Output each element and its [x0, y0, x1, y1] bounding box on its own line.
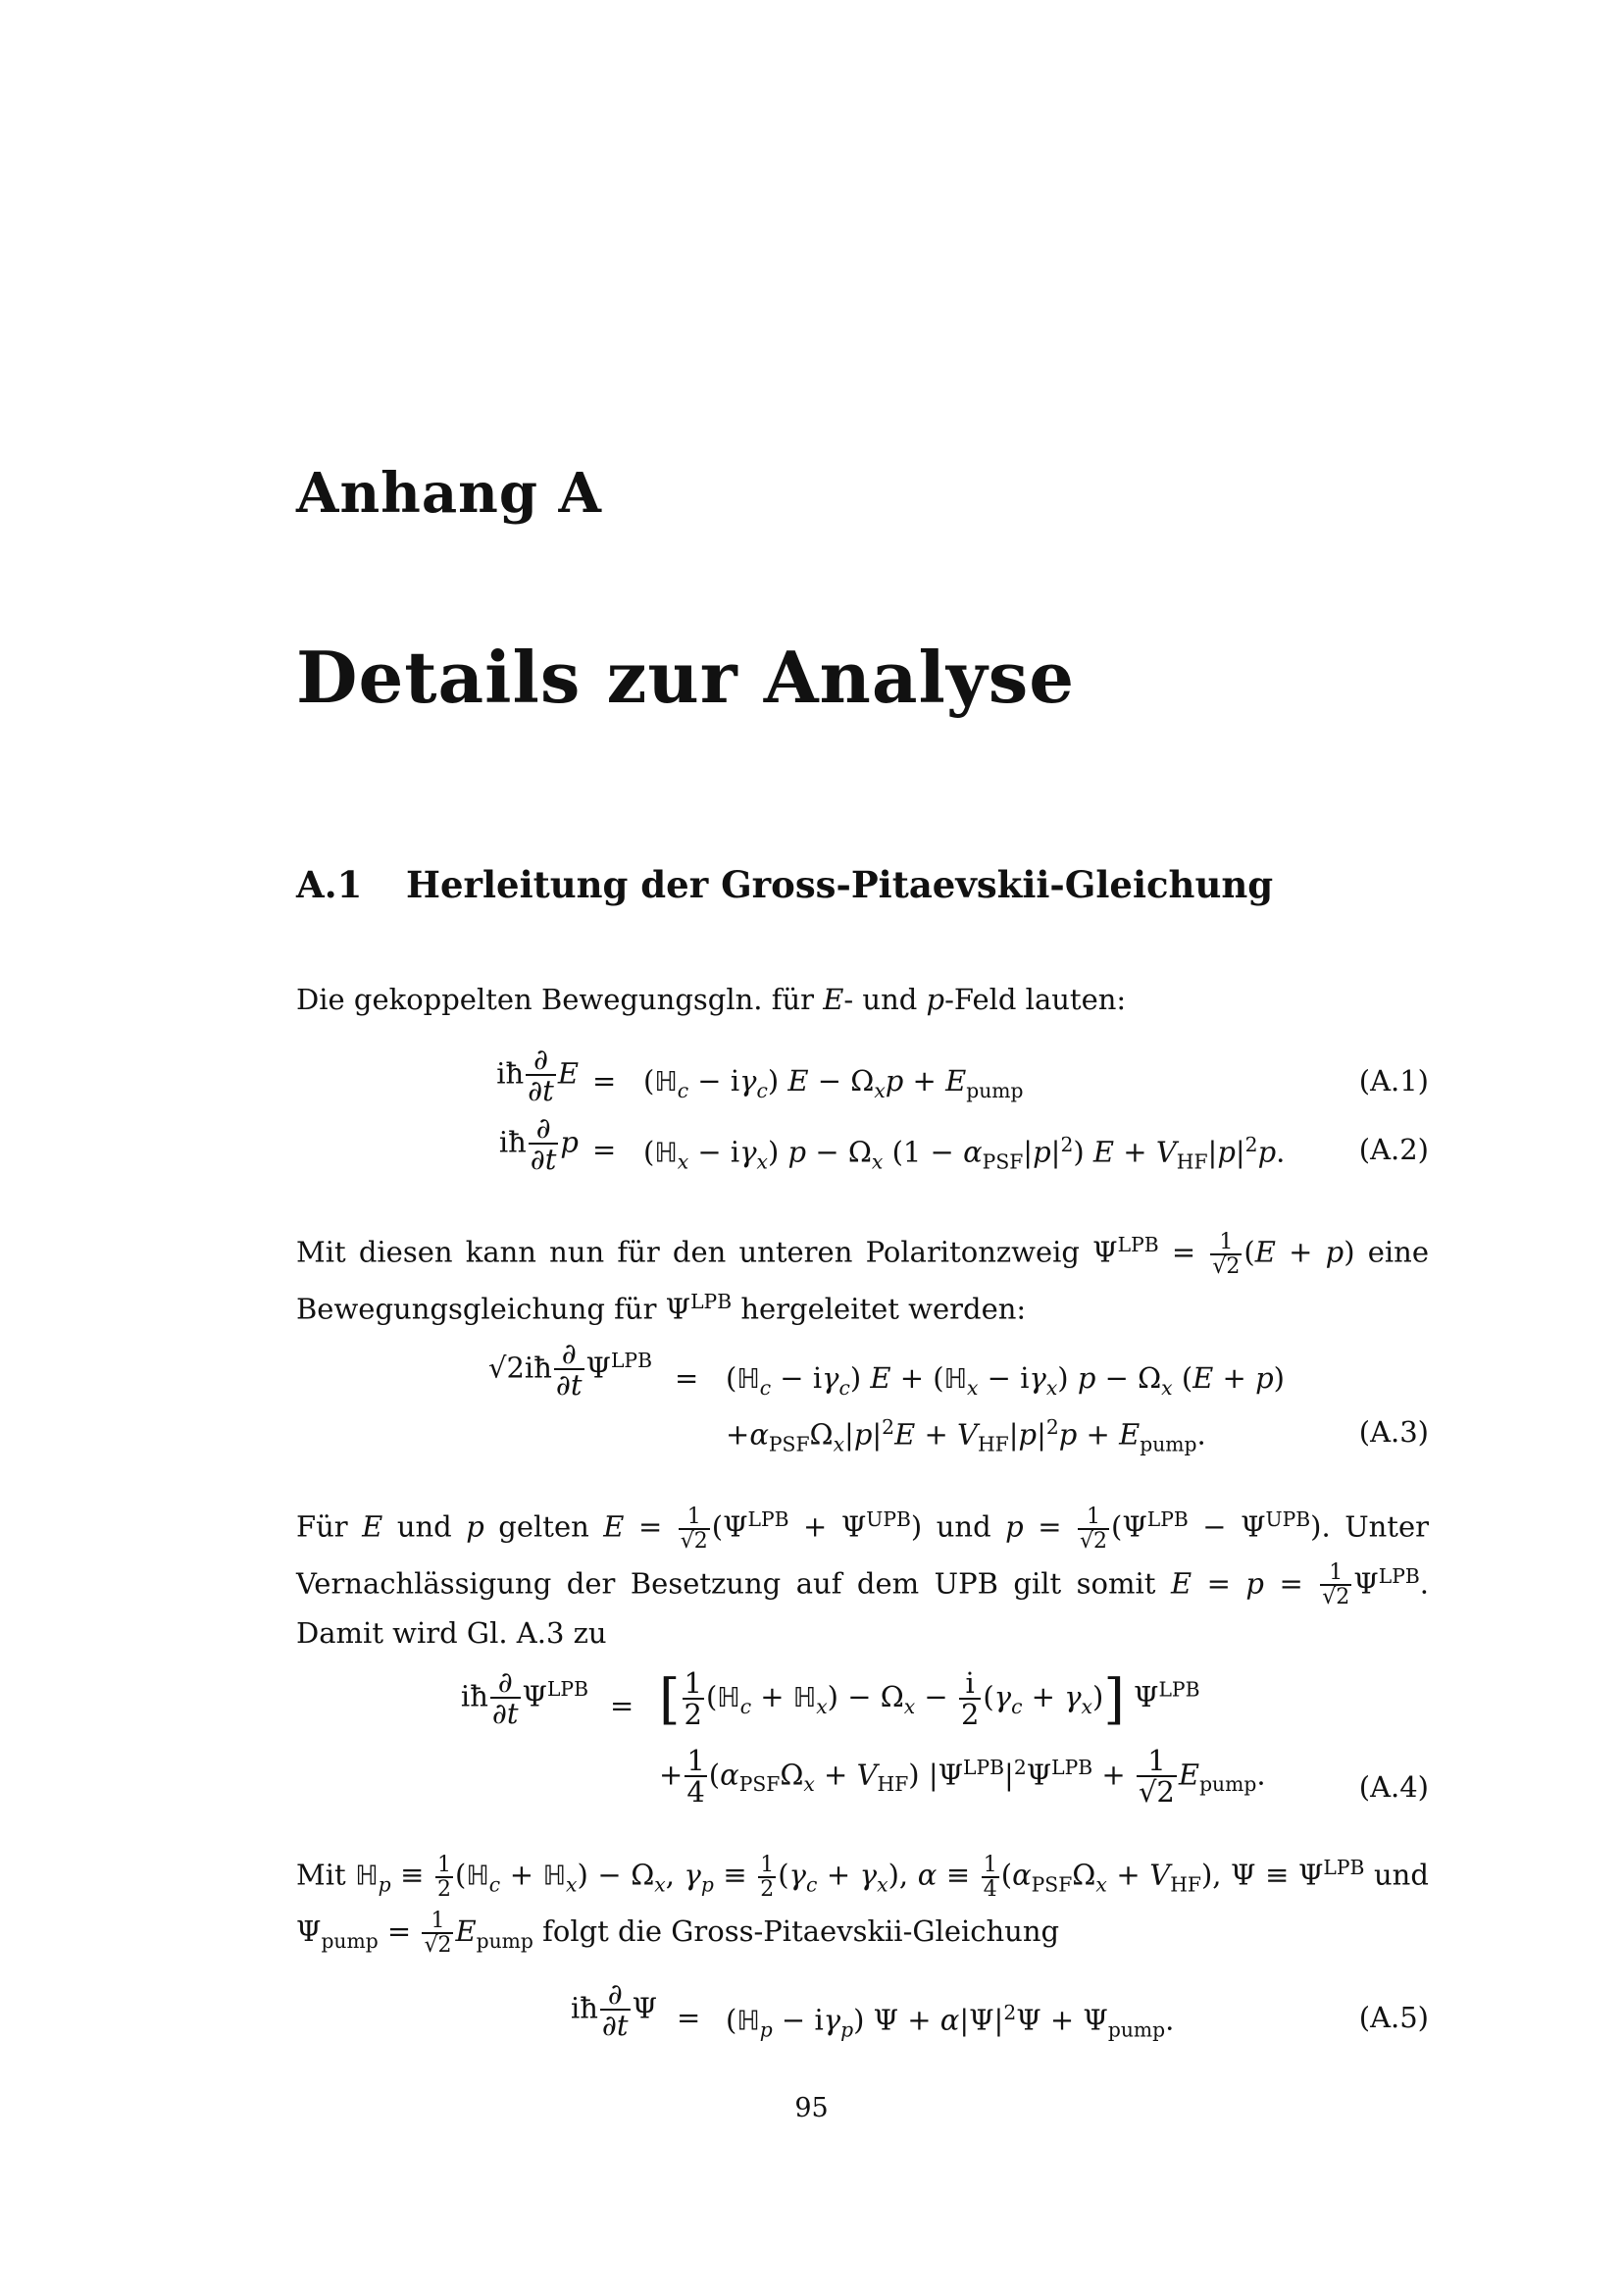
paragraph-1: Die gekoppelten Bewegungsgln. für E- und p-Feld lauten:	[296, 983, 1127, 1016]
chapter-title: Details zur Analyse	[296, 636, 1076, 719]
equation-a3-equals: =	[675, 1361, 699, 1395]
chapter-label: Anhang A	[296, 461, 602, 526]
equation-a5-equals: =	[677, 2001, 701, 2034]
equation-a5-lhs: iħ $\frac{\partial}{\partial t}$ Ψ	[570, 1977, 657, 2043]
equation-a4-lhs: iħ $\frac{\partial}{\partial t}$ $\Psi^{LPB}$	[460, 1665, 588, 1731]
equation-a4-rhs-line1: [ $\frac{1}{2}$ (ℍ$_c$ + ℍ$_x$) − $\Omega_x$ − $\frac{i}{2}$ $(\gamma_c + \gamma_x)$] $\Psi^{LPB}$	[659, 1665, 1200, 1731]
equation-a2-number: (A.2)	[1358, 1133, 1429, 1166]
equation-a2-lhs: iħ $\frac{\partial}{\partial t}$ p	[498, 1111, 579, 1177]
section-number: A.1	[296, 863, 363, 906]
equation-a5-number: (A.5)	[1358, 2001, 1429, 2034]
equation-a3-number: (A.3)	[1358, 1415, 1429, 1449]
equation-a2-equals: =	[592, 1133, 617, 1166]
section-heading	[296, 863, 1273, 906]
equation-a3-rhs-line1: (ℍ$_c$ − $i\gamma_c$) E + (ℍ$_x$ − $i\gamma_x$) $p - \Omega_x$ (E + p)	[726, 1361, 1285, 1400]
page-number: 95	[794, 2093, 829, 2123]
equation-a2-rhs: (ℍ$_x$ − $i\gamma_x$) $p - \Omega_x$ $(1 - \alpha_{PSF}|p|^2)$ $E + V_{HF}|p|^2p$.	[643, 1133, 1286, 1174]
equation-a4-rhs-line2: + $\frac{1}{4}$ $(\alpha_{PSF}\Omega_x + V_{HF}) |\Psi^{LPB}|^2\Psi^{LPB}$ + $\frac{1}{√2}$ $E_{pump}$.	[659, 1744, 1266, 1810]
paragraph-2: Mit diesen kann nun für den unteren Polaritonzweig $\Psi^{LPB}$ = $\frac{1}{√2}$ (E + p) eine Bewegungsgleichung für $\Psi^{LPB}$ hergeleitet werden:	[296, 1229, 1429, 1326]
paragraph-4: Mit ℍ$_p$ ≡ $\frac{1}{2}$ (ℍ$_c$ + ℍ$_x$) − $\Omega_x$, $\gamma_p$ ≡ $\frac{1}{2}$ $(\gamma_c + \gamma_x)$, α ≡ $\frac{1}{4}$ $(\alpha_{PSF}\Omega_x + V_{HF})$, $\Psi \equiv \Psi^{LPB}$ und $\Psi_{pump}$ = $\frac{1}{√2}$ $E_{pump}$ folgt die Gross-Pitaevskii-Gleichung	[296, 1852, 1429, 1959]
equation-a4-equals: =	[610, 1689, 634, 1722]
section-title: Herleitung der Gross-Pitaevskii-Gleichung	[406, 863, 1274, 906]
equation-a4-number: (A.4)	[1358, 1770, 1429, 1804]
equation-a3-lhs: √2iħ $\frac{\partial}{\partial t}$ $\Psi^{LPB}$	[487, 1337, 652, 1403]
equation-a1-equals: =	[592, 1064, 617, 1097]
equation-a3-rhs-line2: $+\alpha_{PSF}\Omega_x|p|^2E + V_{HF}|p|^2p + E_{pump}$.	[726, 1415, 1206, 1456]
equation-a5-rhs: (ℍ$_p$ − $i\gamma_p$) $\Psi + \alpha|\Psi|^2\Psi + \Psi_{pump}$.	[726, 2001, 1175, 2042]
equation-a1-rhs: (ℍ$_c$ − $i\gamma_c$) $E - \Omega_xp + E_{pump}$	[643, 1064, 1024, 1102]
equation-a1-lhs: iħ $\frac{\partial}{\partial t}$ E	[496, 1043, 579, 1108]
equation-a1-number: (A.1)	[1358, 1064, 1429, 1097]
paragraph-3: Für E und p gelten E = $\frac{1}{√2}$ $(\Psi^{LPB} + \Psi^{UPB})$ und p = $\frac{1}{√2}$ $(\Psi^{LPB} - \Psi^{UPB})$. Unter Vernachlässigung der Besetzung auf dem UPB gilt somit E = p = $\frac{1}{√2}$ $\Psi^{LPB}$. Damit wird Gl. A.3 zu	[296, 1504, 1429, 1650]
